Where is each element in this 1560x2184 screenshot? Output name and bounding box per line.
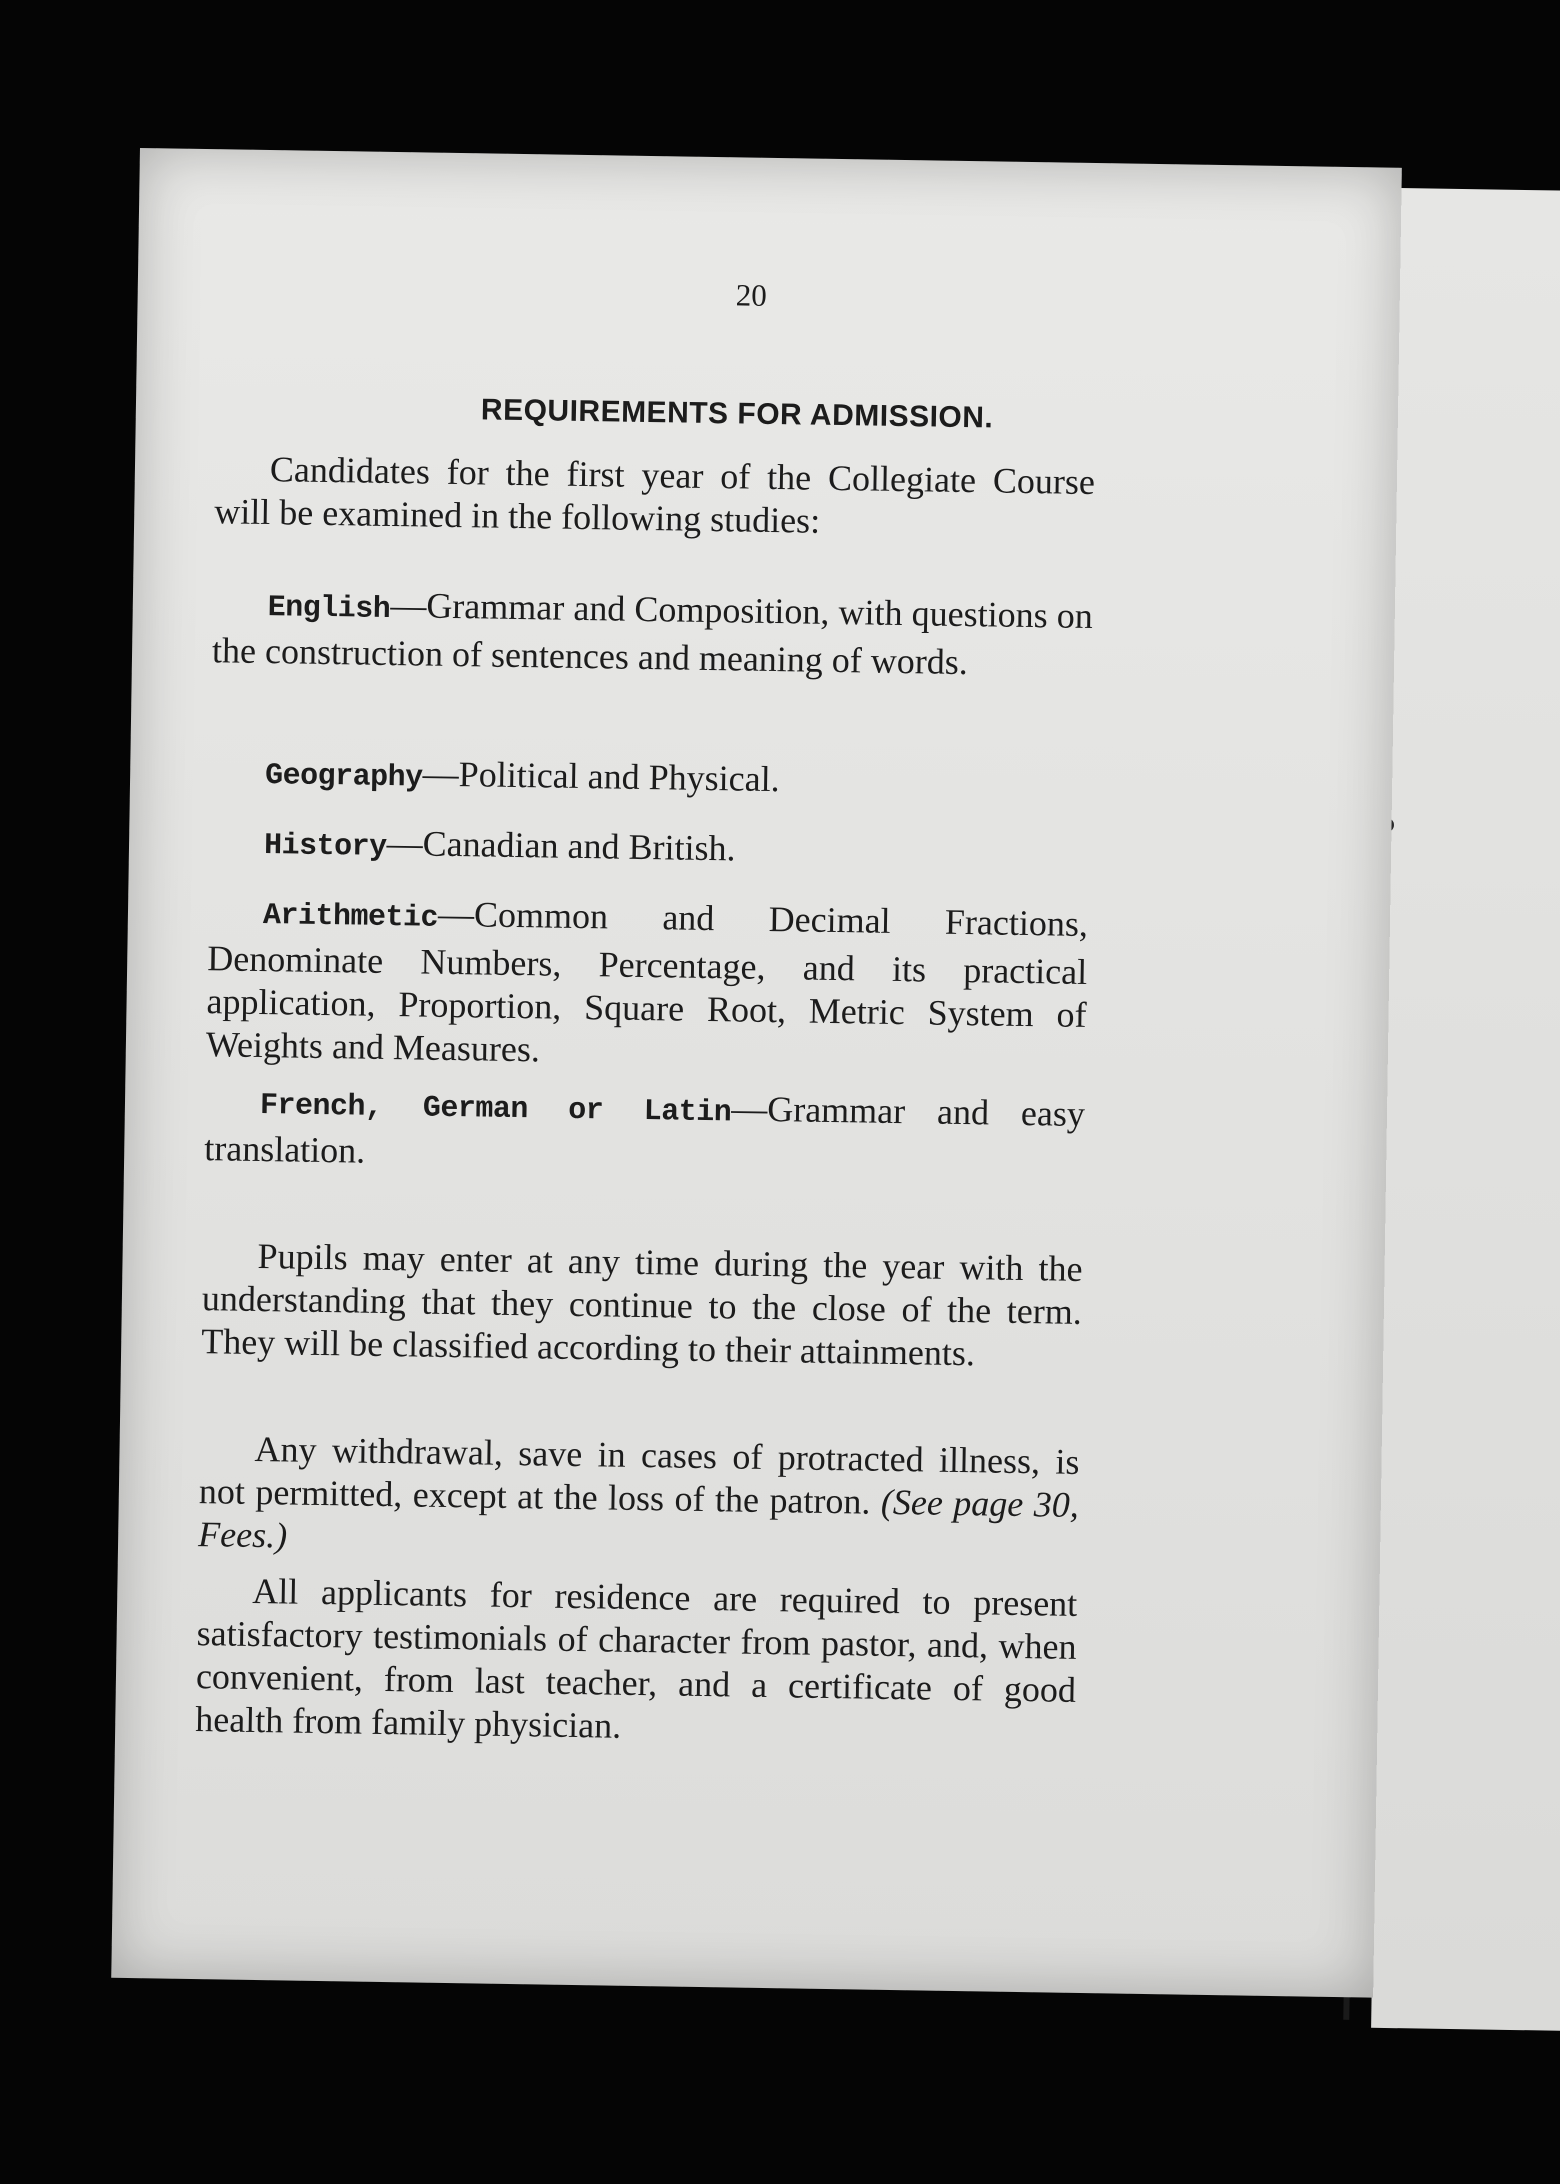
subject-label: History xyxy=(263,829,387,865)
subject-languages xyxy=(204,1079,1085,1184)
facing-page-edge xyxy=(1371,188,1560,2031)
subject-label: French, German or Latin xyxy=(259,1089,732,1131)
subject-text: —Common and Decimal Fractions, Denominate Numbers, Percentage, and its practical application, Proportion, Square Root, Metric System of Weights and Measures. xyxy=(205,893,1089,1070)
subject-text: —Political and Physical. xyxy=(422,753,780,800)
subject-history xyxy=(209,819,1090,881)
intro-paragraph: Candidates for the first year of the Collegiate Course will be examined in the following studies: xyxy=(213,449,1096,541)
subject-label: Geography xyxy=(264,759,423,796)
residence-paragraph: All applicants for residence are required to present satisfactory testimonials of character from pastor, and, when convenient, from last teacher, and a certificate of good health from family physician. xyxy=(195,1570,1078,1746)
fees-reference: (See page 30, Fees.) xyxy=(197,1481,1080,1556)
subject-text: —Canadian and British. xyxy=(386,822,736,869)
subject-label: English xyxy=(267,591,391,627)
page-number: 20 xyxy=(735,277,768,313)
page-heading: REQUIREMENTS FOR ADMISSION. xyxy=(480,393,994,435)
withdrawal-text: Any withdrawal, save in cases of protracted illness, is not permitted, except at the loss of the patron. xyxy=(198,1428,1080,1522)
subject-text: —Grammar and Composition, with questions on the construction of sentences and meaning of words. xyxy=(211,584,1094,683)
subject-arithmetic xyxy=(206,889,1089,1080)
page-text xyxy=(111,148,1402,1998)
pupils-paragraph: Pupils may enter at any time during the year with the understanding that they continue to the close of the term. They will be classified according to their attainments. xyxy=(200,1235,1083,1374)
book-page xyxy=(111,148,1402,1998)
subject-english xyxy=(212,581,1093,686)
subject-text: —Grammar and easy translation. xyxy=(203,1088,1086,1171)
withdrawal-paragraph xyxy=(198,1427,1080,1570)
subject-label: Arithmetic xyxy=(262,899,439,936)
subject-geography xyxy=(210,749,1091,811)
